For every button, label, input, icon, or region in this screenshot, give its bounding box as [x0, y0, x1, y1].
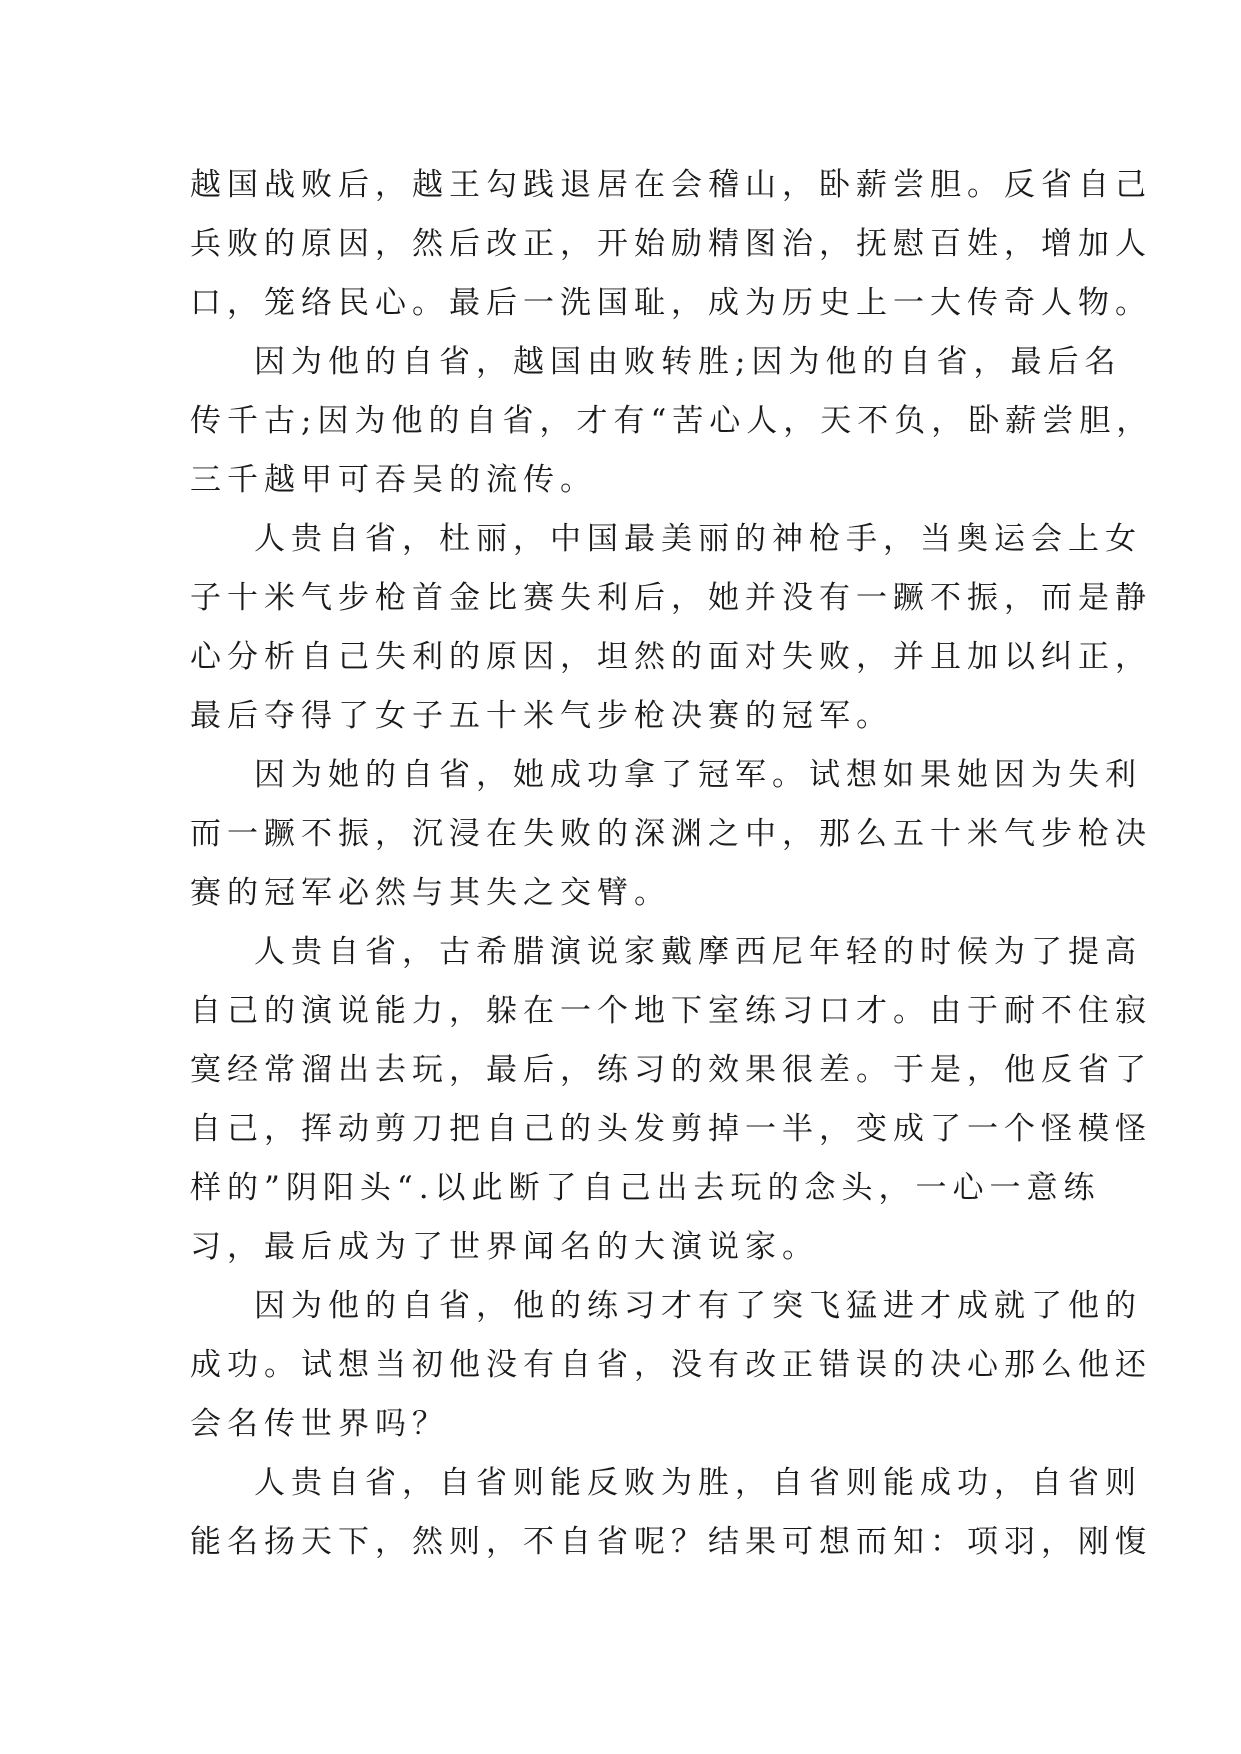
text-line: 因为她的自省，她成功拿了冠军。试想如果她因为失利: [254, 757, 1142, 793]
text-line: 口，笼络民心。最后一洗国耻，成为历史上一大传奇人物。: [190, 285, 1152, 321]
paragraph-1: [190, 156, 1152, 333]
text-line: 会名传世界吗？: [190, 1406, 449, 1442]
text-line: 寞经常溜出去玩，最后，练习的效果很差。于是，他反省了: [190, 1052, 1152, 1088]
text-line: 成功。试想当初他没有自省，没有改正错误的决心那么他还: [190, 1347, 1152, 1383]
text-line: 兵败的原因，然后改正，开始励精图治，抚慰百姓，增加人: [190, 226, 1152, 262]
text-line: 人贵自省，杜丽，中国最美丽的神枪手，当奥运会上女: [254, 521, 1142, 557]
paragraph-2: [190, 333, 1154, 510]
text-line: 而一蹶不振，沉浸在失败的深渊之中，那么五十米气步枪决: [190, 816, 1152, 852]
text-line: 自己的演说能力，躲在一个地下室练习口才。由于耐不住寂: [190, 993, 1152, 1029]
text-line: 习，最后成为了世界闻名的大演说家。: [190, 1229, 819, 1265]
text-line: 最后夺得了女子五十米气步枪决赛的冠军。: [190, 698, 893, 734]
text-line: 传千古;因为他的自省，才有“苦心人，天不负，卧薪尝胆，: [190, 403, 1154, 439]
body-text: [190, 156, 1154, 1572]
text-line: 心分析自己失利的原因，坦然的面对失败，并且加以纠正，: [190, 639, 1152, 675]
text-line: 赛的冠军必然与其失之交臂。: [190, 875, 671, 911]
paragraph-5: [190, 923, 1152, 1277]
text-line: 因为他的自省，越国由败转胜;因为他的自省，最后名: [254, 344, 1122, 380]
text-line: 人贵自省，古希腊演说家戴摩西尼年轻的时候为了提高: [254, 934, 1142, 970]
text-line: 样的”阴阳头“.以此断了自己出去玩的念头，一心一意练: [190, 1170, 1101, 1206]
paragraph-3: [190, 510, 1152, 746]
paragraph-7: [190, 1454, 1152, 1572]
text-line: 因为他的自省，他的练习才有了突飞猛进才成就了他的: [254, 1288, 1142, 1324]
text-line: 三千越甲可吞吴的流传。: [190, 462, 597, 498]
text-line: 人贵自省，自省则能反败为胜，自省则能成功，自省则: [254, 1465, 1142, 1501]
text-line: 能名扬天下，然则，不自省呢？结果可想而知：项羽，刚愎: [190, 1524, 1152, 1560]
text-line: 子十米气步枪首金比赛失利后，她并没有一蹶不振，而是静: [190, 580, 1152, 616]
text-line: 越国战败后，越王勾践退居在会稽山，卧薪尝胆。反省自己: [190, 167, 1152, 203]
paragraph-4: [190, 746, 1152, 923]
text-line: 自己，挥动剪刀把自己的头发剪掉一半，变成了一个怪模怪: [190, 1111, 1152, 1147]
paragraph-6: [190, 1277, 1152, 1454]
